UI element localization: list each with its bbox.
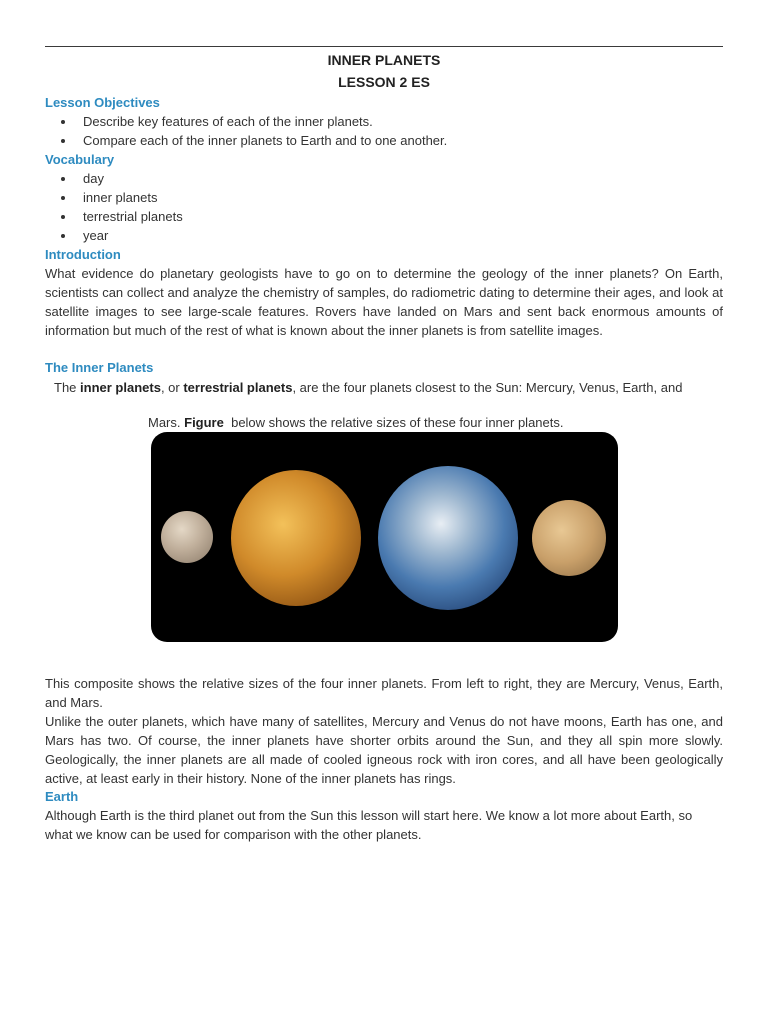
vocabulary-list xyxy=(45,169,723,245)
list-item-text: year xyxy=(83,228,109,243)
inner-planets-intro-line2: Mars. Figure below shows the relative sizes of these four inner planets. xyxy=(148,415,564,430)
objectives-list xyxy=(45,112,723,150)
bullet-icon xyxy=(61,215,65,219)
objectives-heading: Lesson Objectives xyxy=(45,95,160,110)
list-item-text: inner planets xyxy=(83,190,158,205)
bullet-icon xyxy=(61,234,65,238)
mars-image xyxy=(532,500,606,576)
list-item-text: Describe key features of each of the inner planets. xyxy=(83,114,373,129)
list-item-text: Compare each of the inner planets to Earth and to one another. xyxy=(83,133,448,148)
introduction-heading: Introduction xyxy=(45,247,121,262)
inner-planets-body: Unlike the outer planets, which have many of satellites, Mercury and Venus do not have moons, Earth has one, and Mars has two. Of course, the inner planets have shorter orbits around the Sun, and they all spin more slowly. Geologically, the inner planets are all made of cooled igneous rock with iron cores, and all have been geologically active, at least early in their history. None of the inner planets has rings. xyxy=(45,714,723,786)
inner-planets-figure xyxy=(151,432,618,642)
list-item xyxy=(45,169,723,188)
earth-heading: Earth xyxy=(45,789,79,804)
list-item-text: day xyxy=(83,171,104,186)
page-subtitle: LESSON 2 ES xyxy=(338,74,430,90)
list-item xyxy=(45,112,723,131)
list-item xyxy=(45,188,723,207)
venus-image xyxy=(231,470,361,606)
bullet-icon xyxy=(61,120,65,124)
list-item xyxy=(45,131,723,150)
top-rule xyxy=(45,46,723,47)
earth-image xyxy=(378,466,518,610)
figure-caption: This composite shows the relative sizes of the four inner planets. From left to right, they are Mercury, Venus, Earth, and Mars. xyxy=(45,676,723,710)
bullet-icon xyxy=(61,139,65,143)
mercury-image xyxy=(161,511,213,563)
list-item xyxy=(45,207,723,226)
vocabulary-heading: Vocabulary xyxy=(45,152,115,167)
page-title: INNER PLANETS xyxy=(327,52,441,68)
bullet-icon xyxy=(61,196,65,200)
list-item-text: terrestrial planets xyxy=(83,209,183,224)
earth-text: Although Earth is the third planet out from the Sun this lesson will start here. We know a lot more about Earth, so what we know can be used for comparison with the other planets. xyxy=(45,808,693,842)
inner-planets-intro-line1: The inner planets, or terrestrial planets, are the four planets closest to the Sun: Mercury, Venus, Earth, and xyxy=(54,380,683,395)
inner-planets-heading: The Inner Planets xyxy=(45,360,154,375)
bullet-icon xyxy=(61,177,65,181)
list-item xyxy=(45,226,723,245)
introduction-text: What evidence do planetary geologists have to go on to determine the geology of the inner planets? On Earth, scientists can collect and analyze the chemistry of samples, do radiometric dating to determine their ages, and look at satellite images to see large-scale features. Rovers have landed on Mars and sent back enormous amounts of information but much of the rest of what is known about the inner planets is from satellite images. xyxy=(45,266,723,338)
